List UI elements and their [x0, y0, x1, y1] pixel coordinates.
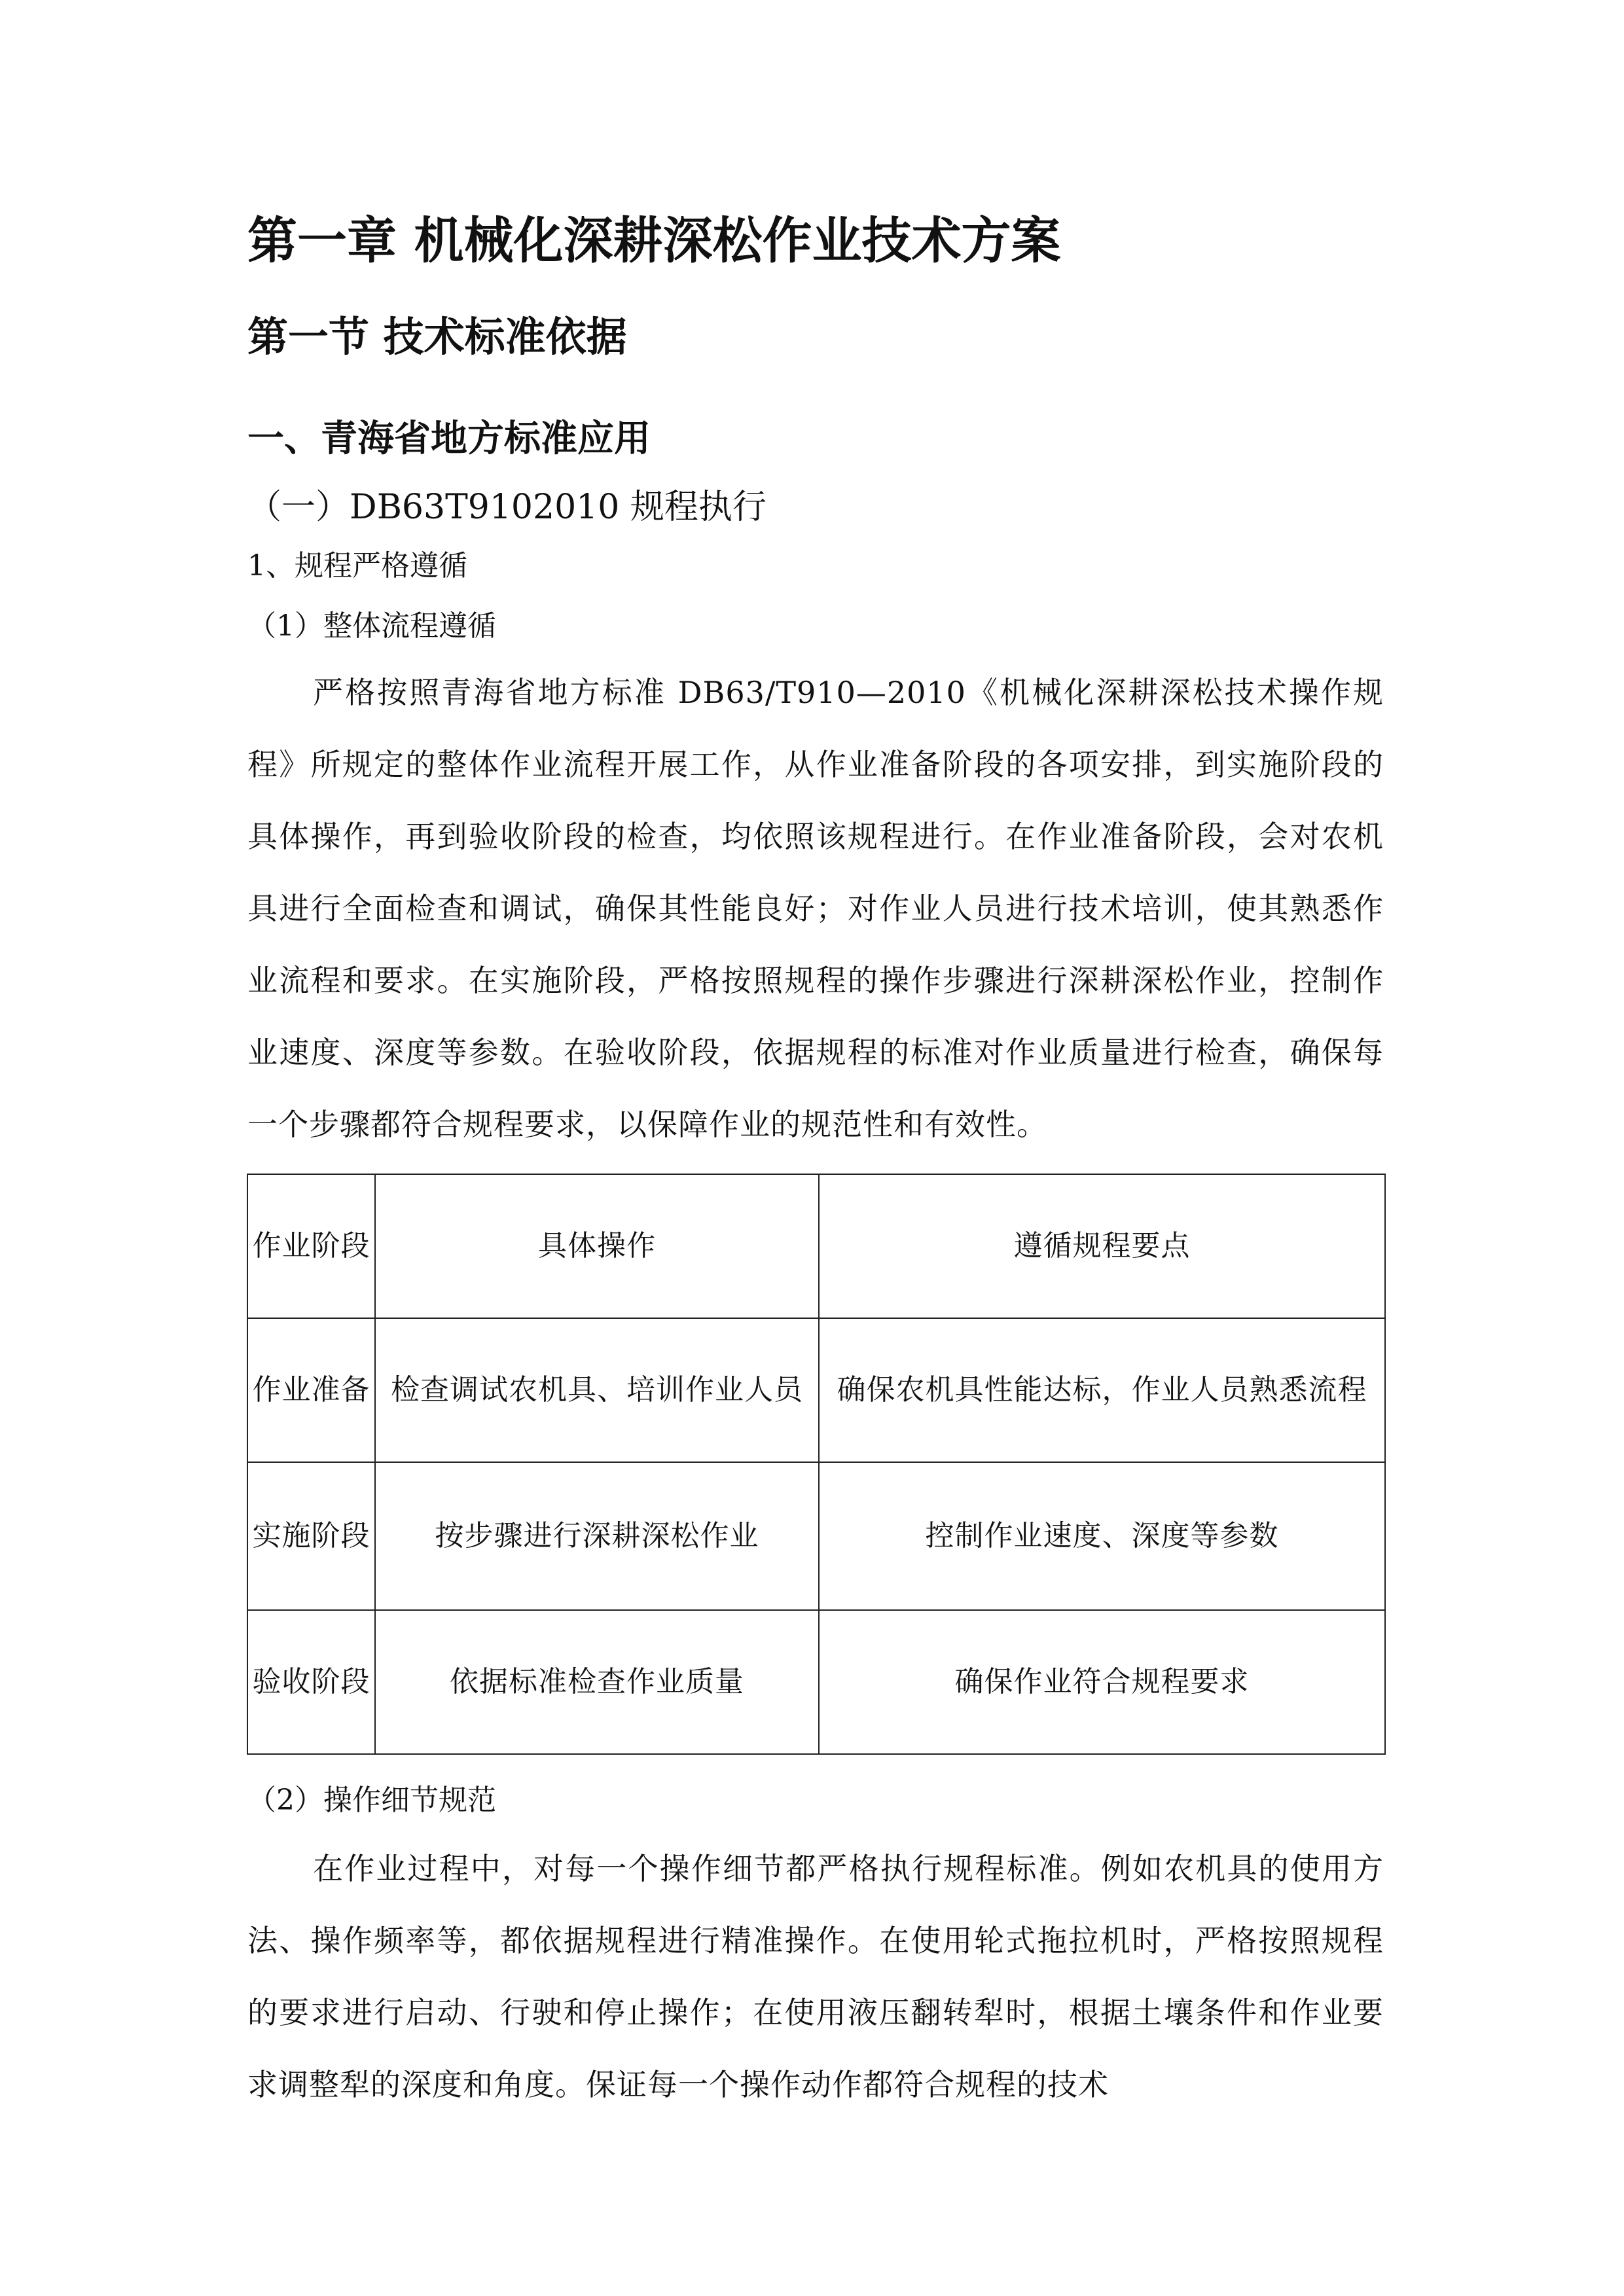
table-cell: 控制作业速度、深度等参数 — [819, 1462, 1385, 1610]
table-row — [247, 1318, 1385, 1462]
table-header-cell: 遵循规程要点 — [819, 1174, 1385, 1318]
procedure-table — [247, 1174, 1386, 1755]
section-title: 第一节 技术标准依据 — [247, 313, 627, 361]
point-title: 1、规程严格遵循 — [247, 549, 467, 583]
table-cell: 确保作业符合规程要求 — [819, 1610, 1385, 1754]
table-cell: 验收阶段 — [247, 1610, 375, 1754]
subpoint-2-title: （2）操作细节规范 — [247, 1784, 496, 1817]
table-cell: 检查调试农机具、培训作业人员 — [375, 1318, 819, 1462]
subsection-title: 一、青海省地方标准应用 — [247, 418, 651, 460]
subpoint-1-title: （1）整体流程遵循 — [247, 609, 496, 643]
paragraph-operation-details: 在作业过程中，对每一个操作细节都严格执行规程标准。例如农机具的使用方法、操作频率等，都依据规程进行精准操作。在使用轮式拖拉机时，严格按照规程的要求进行启动、行驶和停止操作；在使用液压翻转犁时，根据土壤条件和作业要求调整犁的深度和角度。保证每一个操作动作都符合规程的技术 — [247, 1851, 1384, 2102]
table-cell: 确保农机具性能达标，作业人员熟悉流程 — [819, 1318, 1385, 1462]
table-header-cell: 具体操作 — [375, 1174, 819, 1318]
table-cell: 实施阶段 — [247, 1462, 375, 1610]
table-header-row — [247, 1174, 1385, 1318]
table-cell: 按步骤进行深耕深松作业 — [375, 1462, 819, 1610]
paragraph-overall-process: 严格按照青海省地方标准 DB63/T910—2010《机械化深耕深松技术操作规程》所规定的整体作业流程开展工作，从作业准备阶段的各项安排，到实施阶段的具体操作，再到验收阶段的检查，均依照该规程进行。在作业准备阶段，会对农机具进行全面检查和调试，确保其性能良好；对作业人员进行技术培训，使其熟悉作业流程和要求。在实施阶段，严格按照规程的操作步骤进行深耕深松作业，控制作业速度、深度等参数。在验收阶段，依据规程的标准对作业质量进行检查，确保每一个步骤都符合规程要求，以保障作业的规范性和有效性。 — [247, 675, 1384, 1142]
table-cell: 作业准备 — [247, 1318, 375, 1462]
chapter-title: 第一章 机械化深耕深松作业技术方案 — [247, 211, 1061, 270]
table-header-cell: 作业阶段 — [247, 1174, 375, 1318]
table-row — [247, 1462, 1385, 1610]
table-cell: 依据标准检查作业质量 — [375, 1610, 819, 1754]
table-row — [247, 1610, 1385, 1754]
item-title: （一）DB63T9102010 规程执行 — [247, 488, 767, 527]
